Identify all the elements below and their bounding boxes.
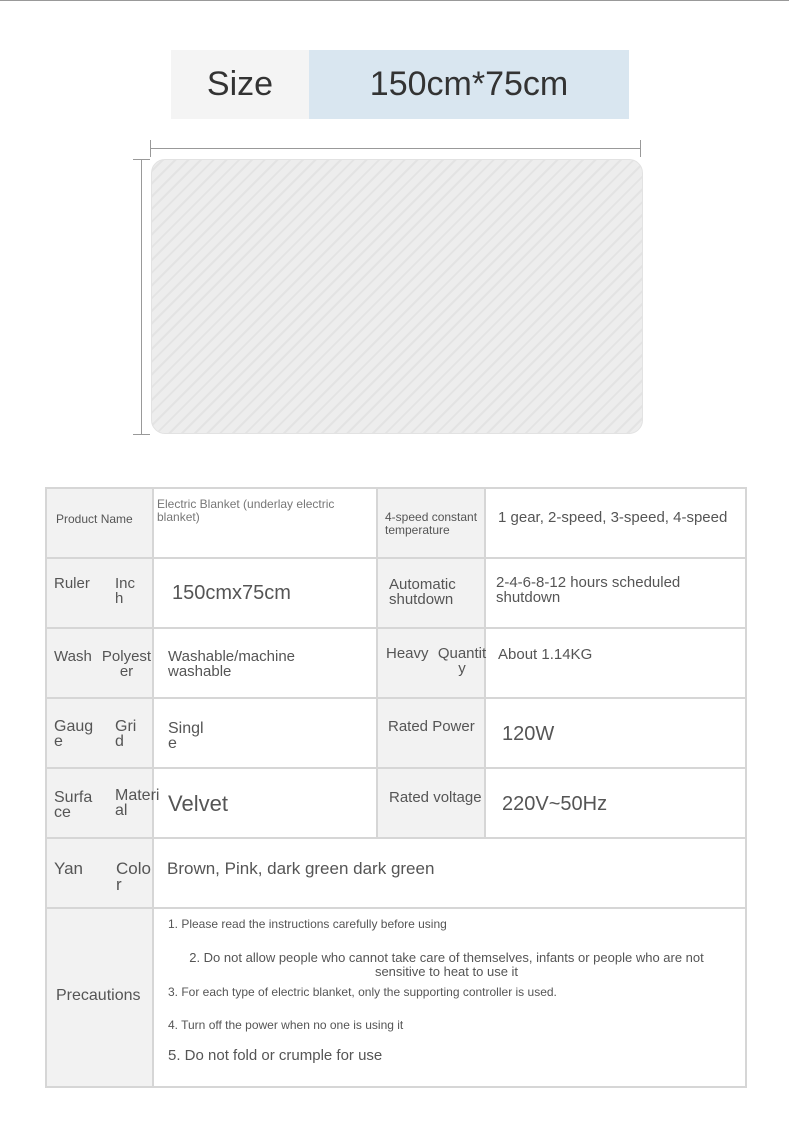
surface-value-cell <box>154 769 378 839</box>
width-dimension-tick-left <box>150 140 151 157</box>
power-label: Rated Power <box>388 718 475 735</box>
precaution-item: 5. Do not fold or crumple for use <box>168 1047 383 1064</box>
gauge-label-a: Gauge <box>54 718 94 750</box>
shutdown-value: 2-4-6-8-12 hours scheduled shutdown <box>496 574 681 606</box>
wash-label-a: Wash <box>54 648 92 665</box>
voltage-label-cell <box>378 769 486 839</box>
height-dimension-tick-top <box>133 159 150 160</box>
precaution-item: 3. For each type of electric blanket, only the supporting controller is used. <box>168 985 557 999</box>
gauge-label-b: Grid <box>115 718 137 750</box>
shutdown-label-cell <box>378 559 486 629</box>
voltage-value-cell <box>486 769 745 839</box>
color-value-cell <box>154 839 745 909</box>
top-divider <box>0 0 789 1</box>
surface-value: Velvet <box>168 791 228 816</box>
color-value: Brown, Pink, dark green dark green <box>167 859 435 878</box>
color-label-b: Color <box>116 859 151 894</box>
surface-label-cell <box>47 769 160 839</box>
ruler-label-cell <box>47 559 154 629</box>
power-value: 120W <box>502 723 555 745</box>
power-label-cell <box>378 699 486 769</box>
product-name-label-cell <box>47 489 154 559</box>
weight-label-a: Heavy <box>386 645 429 662</box>
temp-value-cell <box>486 489 745 559</box>
temp-label-cell <box>378 489 486 559</box>
surface-label-b: Material <box>115 787 160 819</box>
precautions-list <box>154 909 745 1086</box>
weight-value-cell <box>486 629 745 699</box>
power-value-cell <box>486 699 745 769</box>
product-name-value-cell <box>154 489 378 559</box>
precaution-item: 2. Do not allow people who cannot take care of themselves, infants or people who are not sensitive to heat to use it <box>189 950 704 979</box>
voltage-label: Rated voltage <box>389 789 482 806</box>
product-name-value: Electric Blanket (underlay electric blanket) <box>157 497 335 524</box>
product-name-label: Product Name <box>56 512 133 526</box>
wash-label-cell <box>47 629 154 699</box>
temp-value: 1 gear, 2-speed, 3-speed, 4-speed <box>498 509 728 526</box>
width-dimension-tick-right <box>640 140 641 157</box>
blanket-illustration <box>151 159 643 434</box>
wash-value-cell <box>154 629 378 699</box>
temp-label: 4-speed constant temperature <box>385 510 478 537</box>
ruler-value-cell <box>154 559 378 629</box>
size-value: 150cm*75cm <box>309 50 629 119</box>
size-label: Size <box>171 50 309 119</box>
height-dimension-tick-bottom <box>133 434 150 435</box>
gauge-value-cell <box>154 699 378 769</box>
color-label-cell <box>47 839 154 909</box>
gauge-label-cell <box>47 699 154 769</box>
precautions-label-cell <box>47 909 154 1086</box>
wash-value: Washable/machine washable <box>168 648 296 680</box>
ruler-label-a: Ruler <box>54 575 90 592</box>
weight-value: About 1.14KG <box>498 646 593 663</box>
voltage-value: 220V~50Hz <box>502 793 608 815</box>
precaution-item: 4. Turn off the power when no one is using it <box>168 1018 404 1032</box>
height-dimension-line <box>141 159 142 434</box>
precaution-item: 1. Please read the instructions carefully before using <box>168 917 447 931</box>
gauge-value: Single <box>168 720 204 752</box>
surface-label-a: Surface <box>54 789 93 821</box>
ruler-value: 150cmx75cm <box>172 582 291 604</box>
shutdown-value-cell <box>486 559 745 629</box>
spec-table <box>45 487 747 1088</box>
wash-label-b: Polyester <box>101 648 152 680</box>
size-header <box>171 50 629 119</box>
ruler-label-b: Inch <box>115 575 136 607</box>
color-label-a: Yan <box>54 859 83 878</box>
weight-label-cell <box>378 629 486 699</box>
precautions-label: Precautions <box>56 987 141 1004</box>
width-dimension-line <box>150 148 640 149</box>
shutdown-label: Automatic shutdown <box>389 576 456 608</box>
weight-label-b: Quantity <box>437 645 487 677</box>
